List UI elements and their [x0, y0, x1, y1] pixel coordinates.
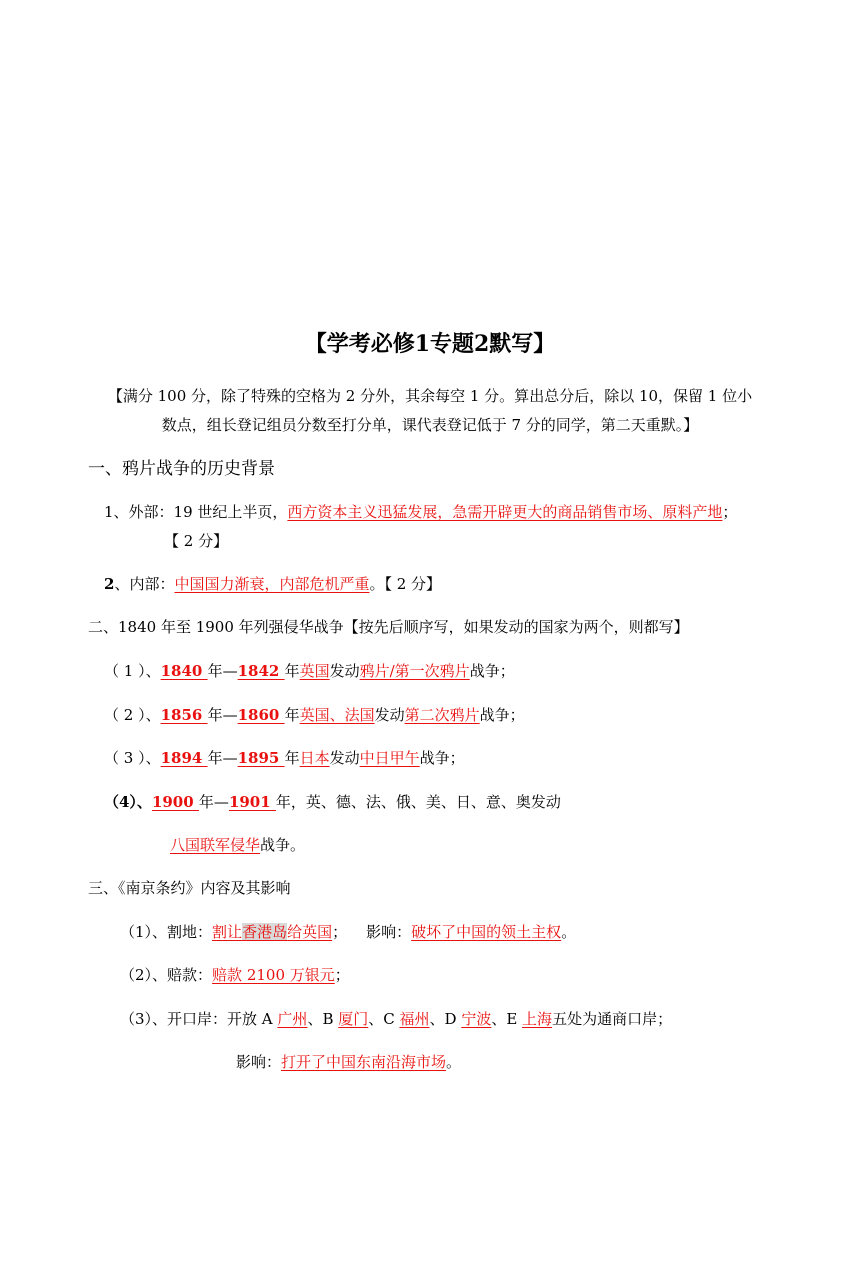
item-label: （2）、赔款：	[120, 966, 213, 984]
year-word: 年	[284, 706, 300, 724]
launch-word: 发动	[329, 662, 360, 680]
section-1-item-2	[104, 573, 441, 595]
answer-text: 赔款 2100 万银元	[212, 966, 335, 984]
end-year: 1842	[237, 662, 285, 680]
port-sep: 、B	[307, 1010, 339, 1028]
launch-word: 发动	[329, 749, 360, 767]
year-word: 年	[284, 749, 300, 767]
row-end: 战争；	[469, 662, 515, 680]
end-year: 1901	[228, 793, 276, 811]
row-label: （4）、	[104, 793, 152, 811]
country: 英国	[299, 662, 330, 680]
end-year: 1860	[237, 706, 285, 724]
port-answer: 福州	[399, 1010, 430, 1028]
item-number: 2	[104, 575, 115, 593]
impact-text: 破坏了中国的领土主权	[411, 923, 562, 941]
instructions-line-2: 数点，组长登记组员分数至打分单，课代表登记低于 7 分的同学，第二天重默。】	[161, 416, 699, 434]
section-3-heading: 三、《南京条约》内容及其影响	[88, 879, 291, 897]
row-end: 战争；	[419, 749, 465, 767]
row-end: 战争。	[260, 836, 306, 854]
port-answer: 广州	[277, 1010, 308, 1028]
war-name: 八国联军侵华	[170, 836, 261, 854]
treaty-item-3-impact	[236, 1051, 461, 1073]
answer-part: 给英国	[287, 923, 333, 941]
item-prefix: 、内部：	[114, 575, 175, 593]
treaty-item-1	[120, 921, 576, 943]
item-prefix: 1、外部：19 世纪上半页，	[104, 503, 288, 521]
start-year: 1900	[151, 793, 199, 811]
year-dash: 年—	[198, 793, 229, 811]
impact-text: 打开了中国东南沿海市场	[281, 1053, 447, 1071]
launch-word: 发动	[374, 706, 405, 724]
answer-highlight: 香港岛	[242, 923, 288, 941]
row-label: （ 1 ）、	[104, 662, 161, 680]
impact-end: 。	[446, 1053, 462, 1071]
answer-text	[212, 923, 332, 941]
section-1-item-1-score: 【 2 分】	[164, 532, 229, 550]
port-answer: 宁波	[461, 1010, 492, 1028]
war-name: 第二次鸦片	[404, 706, 480, 724]
war-name: 鸦片/第一次鸦片	[359, 662, 470, 680]
item-label: （1）、割地：	[120, 923, 213, 941]
end-year: 1895	[237, 749, 285, 767]
start-year: 1894	[160, 749, 208, 767]
port-sep: 、D	[429, 1010, 462, 1028]
item-end: 。	[561, 923, 577, 941]
year-dash: 年—	[207, 749, 238, 767]
war-row-1	[104, 660, 515, 682]
item-suffix: 。【 2 分】	[369, 575, 442, 593]
row-label: （ 3 ）、	[104, 749, 161, 767]
year-dash: 年—	[207, 706, 238, 724]
item-end: ；	[334, 966, 350, 984]
war-row-4	[104, 791, 561, 813]
port-answer: 厦门	[338, 1010, 369, 1028]
item-label: （3）、开口岸：开放 A	[120, 1010, 278, 1028]
war-name: 中日甲午	[359, 749, 420, 767]
item-end: 五处为通商口岸；	[552, 1010, 673, 1028]
row-end: 战争；	[479, 706, 525, 724]
section-1-heading: 一、鸦片战争的历史背景	[88, 459, 275, 479]
treaty-item-2	[120, 964, 350, 986]
answer-text: 西方资本主义迅猛发展，急需开辟更大的商品销售市场、原料产地	[287, 503, 723, 521]
start-year: 1840	[160, 662, 208, 680]
port-sep: 、C	[368, 1010, 400, 1028]
war-row-3	[104, 747, 465, 769]
item-suffix: ；	[722, 503, 738, 521]
row-rest: 年，英、德、法、俄、美、日、意、奥发动	[275, 793, 561, 811]
section-2-heading: 二、1840 年至 1900 年列强侵华战争【按先后顺序写，如果发动的国家为两个，则都写】	[88, 618, 689, 636]
impact-label: 影响：	[236, 1053, 282, 1071]
answer-part: 割让	[212, 923, 243, 941]
answer-text: 中国国力渐衰，内部危机严重	[174, 575, 370, 593]
country: 英国、法国	[299, 706, 375, 724]
section-1-item-1	[104, 501, 737, 523]
country: 日本	[299, 749, 330, 767]
year-word: 年	[284, 662, 300, 680]
row-label: （ 2 ）、	[104, 706, 161, 724]
treaty-item-3	[120, 1008, 672, 1030]
impact-label: ； 影响：	[332, 923, 412, 941]
port-sep: 、E	[491, 1010, 523, 1028]
war-row-4-cont	[170, 834, 305, 856]
start-year: 1856	[160, 706, 208, 724]
war-row-2	[104, 704, 525, 726]
instructions-line-1: 【满分 100 分，除了特殊的空格为 2 分外，其余每空 1 分。算出总分后，除以 10，保留 1 位小	[107, 387, 753, 405]
port-answer: 上海	[522, 1010, 553, 1028]
page-title: 【学考必修1专题2默写】	[304, 331, 556, 357]
year-dash: 年—	[207, 662, 238, 680]
